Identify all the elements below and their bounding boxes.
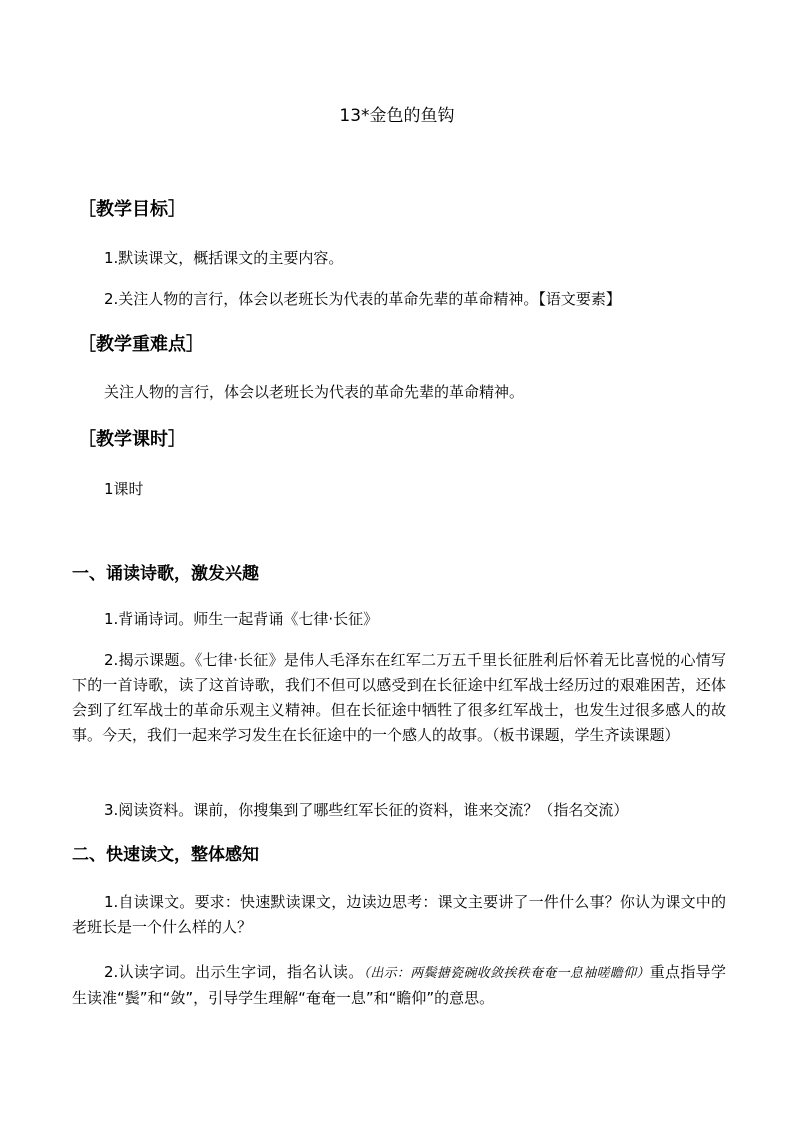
heading-key-points: ［教学重难点］ bbox=[78, 334, 204, 355]
document-title: 13*金色的鱼钩 bbox=[339, 106, 455, 126]
periods-text: 1课时 bbox=[104, 480, 144, 498]
section-2-heading: 二、快速读文，整体感知 bbox=[72, 845, 259, 865]
section-1-item-1: 1.背诵诗词。师生一起背诵《七律·长征》 bbox=[104, 610, 379, 628]
section-1-item-2: 2.揭示课题。《七律·长征》是伟人毛泽东在红军二万五千里长征胜利后怀着无比喜悦的心情写下的一首诗歌，读了这首诗歌，我们不但可以感受到在长征途中红军战士经历过的艰难困苦，还体会到了红军战士的革命乐观主义精神。但在长征途中牺牲了很多红军战士，也发生过很多感人的故事。今天，我们一起来学习发生在长征途中的一个感人的故事。（板书课题，学生齐读课题） bbox=[72, 651, 726, 744]
section-1-heading: 一、诵读诗歌，激发兴趣 bbox=[72, 564, 259, 584]
objective-item-2: 2.关注人物的言行，体会以老班长为代表的革命先辈的革命精神。【语文要素】 bbox=[104, 290, 621, 308]
heading-objectives: ［教学目标］ bbox=[78, 199, 186, 220]
section-2-item-2-end: 重点指导学生读准“鬓”和“敛”，引导学生理解“奄奄一息”和“瞻仰”的意思。 bbox=[72, 963, 726, 1007]
section-2-item-2 bbox=[72, 960, 726, 1011]
shown-words-handwritten: （出示：两鬓搪瓷碗收敛挨秩奄奄一息袖嗟瞻仰） bbox=[363, 966, 650, 981]
heading-periods: ［教学课时］ bbox=[78, 429, 186, 450]
section-2-item-2-start: 2.认读字词。出示生字词，指名认读。 bbox=[104, 963, 364, 981]
objective-item-1: 1.默读课文，概括课文的主要内容。 bbox=[104, 249, 344, 267]
key-points-text: 关注人物的言行，体会以老班长为代表的革命先辈的革命精神。 bbox=[104, 383, 525, 401]
section-2-item-1: 1.自读课文。要求：快速默读课文，边读边思考：课文主要讲了一件什么事？你认为课文中的老班长是一个什么样的人？ bbox=[72, 893, 726, 936]
section-1-item-3: 3.阅读资料。课前，你搜集到了哪些红军长征的资料，谁来交流？（指名交流） bbox=[104, 801, 629, 819]
